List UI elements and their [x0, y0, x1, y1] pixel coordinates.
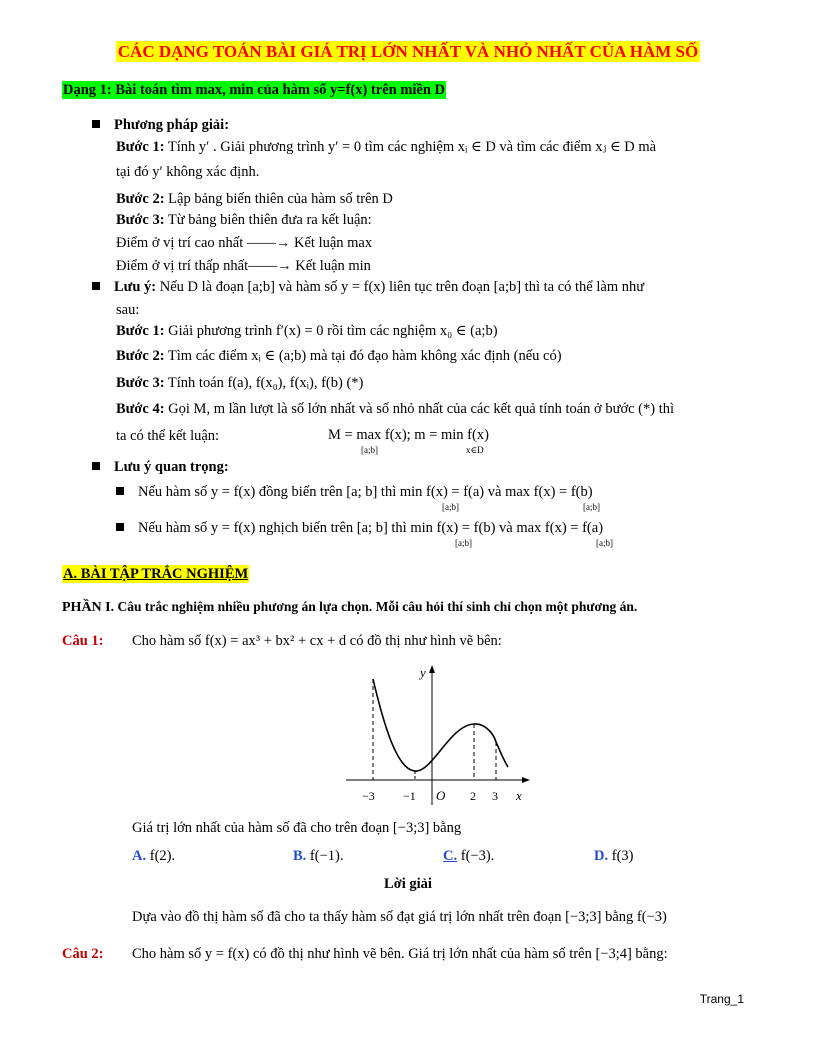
q1-solution: Dựa vào đồ thị hàm số đã cho ta thấy hàm số đạt giá trị lớn nhất trên đoạn [−3;3] bằng f(−3): [132, 909, 667, 925]
bullet-square-icon: [92, 282, 100, 290]
note-line-cont: sau:: [116, 302, 140, 318]
note-step4-cont: ta có thể kết luận:: [116, 428, 220, 444]
part1: PHẦN I. Câu trắc nghiệm nhiều phương án lựa chọn. Mỗi câu hỏi thí sinh chỉ chọn một phương án.: [62, 599, 638, 615]
q1-question: Giá trị lớn nhất của hàm số đã cho trên đoạn [−3;3] bằng: [132, 820, 462, 836]
y-axis-arrow-icon: [429, 665, 435, 673]
note-step4: Bước 4: Gọi M, m lần lượt là số lớn nhất và số nhỏ nhất của các kết quả tính toán ở bước (*) thì: [116, 401, 675, 417]
page-title: CÁC DẠNG TOÁN BÀI GIÁ TRỊ LỚN NHẤT VÀ NHỎ NHẤT CỦA HÀM SỐ: [117, 42, 699, 61]
q1-option-a[interactable]: A. f(2).: [132, 848, 176, 864]
x-label: x: [516, 788, 522, 803]
method-high: Điểm ở vị trí cao nhất ——→ Kết luận max: [116, 235, 373, 251]
important-item2: Nếu hàm số y = f(x) nghịch biến trên [a; b] thì min f(x) = f(b) và max f(x) = f(a): [116, 520, 603, 537]
tick-label: 2: [470, 789, 476, 803]
important-item1-sub-min: [a;b]: [442, 502, 459, 512]
method-step2: Bước 2: Lập bảng biến thiên của hàm số trên D: [116, 191, 393, 207]
q1-solution-heading: Lời giải: [384, 876, 432, 892]
graph-curve: [373, 679, 508, 771]
note-step1: Bước 1: Giải phương trình f′(x) = 0 rồi tìm các nghiệm x₀ ∈ (a;b): [116, 323, 498, 339]
q1-text: Cho hàm số f(x) = ax³ + bx² + cx + d có đồ thị như hình vẽ bên:: [132, 633, 502, 649]
important-item2-sub-min: [a;b]: [455, 538, 472, 548]
method-heading: Phương pháp giải:: [92, 117, 229, 134]
tick-label: 3: [492, 789, 498, 803]
bullet-square-icon: [116, 487, 124, 495]
method-step1: Bước 1: Tính y′ . Giải phương trình y′ = 0 tìm các nghiệm xᵢ ∈ D và tìm các điểm xⱼ ∈ D mà: [116, 139, 657, 155]
method-low: Điểm ở vị trí thấp nhất——→ Kết luận min: [116, 258, 371, 274]
q1-option-d[interactable]: D. f(3): [594, 848, 634, 864]
q1-line: Câu 1:: [62, 633, 104, 649]
note-step3: Bước 3: Tính toán f(a), f(x₀), f(xᵢ), f(b) (*): [116, 375, 364, 391]
note-line: Lưu ý: Nếu D là đoạn [a;b] và hàm số y = f(x) liên tục trên đoạn [a;b] thì ta có thể làm như: [92, 279, 644, 296]
page-footer: Trang_1: [699, 992, 744, 1006]
section-dang1: Dạng 1: Bài toán tìm max, min của hàm số y=f(x) trên miền D: [63, 82, 446, 98]
tick-label: −1: [403, 789, 416, 803]
y-label: y: [420, 665, 426, 680]
origin-label: O: [436, 788, 446, 803]
q2-label: Câu 2:: [62, 946, 104, 962]
tick-label: −3: [362, 789, 375, 803]
bullet-square-icon: [116, 523, 124, 531]
q1-option-c[interactable]: C. f(−3).: [443, 848, 495, 864]
bullet-square-icon: [92, 462, 100, 470]
q2-text: Cho hàm số y = f(x) có đồ thị như hình vẽ bên. Giá trị lớn nhất của hàm số trên [−3;4] bằng:: [132, 946, 668, 962]
note-step4-sub2: x∈D: [466, 445, 484, 455]
q1-option-b[interactable]: B. f(−1).: [293, 848, 344, 864]
important-heading: Lưu ý quan trọng:: [92, 459, 229, 476]
note-step2: Bước 2: Tìm các điểm xᵢ ∈ (a;b) mà tại đó đạo hàm không xác định (nếu có): [116, 348, 562, 364]
section-a: A. BÀI TẬP TRẮC NGHIỆM: [63, 566, 249, 582]
method-step3: Bước 3: Từ bảng biên thiên đưa ra kết luận:: [116, 212, 372, 228]
note-step4-sub1: [a;b]: [361, 445, 378, 455]
x-axis-arrow-icon: [522, 777, 530, 783]
important-item1: Nếu hàm số y = f(x) đồng biến trên [a; b] thì min f(x) = f(a) và max f(x) = f(b): [116, 484, 593, 501]
bullet-square-icon: [92, 120, 100, 128]
important-item1-sub-max: [a;b]: [583, 502, 600, 512]
q1-graph: [340, 655, 540, 810]
important-item2-sub-max: [a;b]: [596, 538, 613, 548]
note-step4-formula: M = max f(x); m = min f(x): [328, 427, 489, 443]
method-step1-cont: tại đó y′ không xác định.: [116, 164, 260, 180]
